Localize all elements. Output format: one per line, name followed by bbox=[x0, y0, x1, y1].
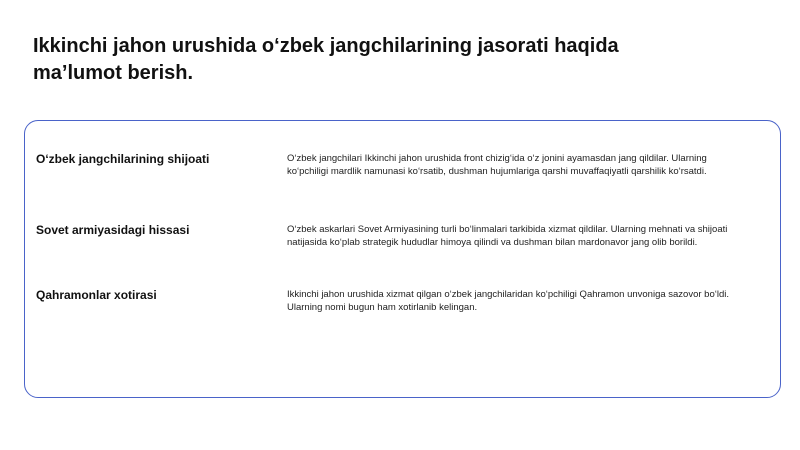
slide-title: Ikkinchi jahon urushida o‘zbek jangchilarining jasorati haqida ma’lumot berish. bbox=[33, 35, 619, 84]
row-text: O‘zbek jangchilari Ikkinchi jahon urushida front chizig‘ida o‘z jonini ayamasdan jang qildilar. Ularning ko‘pchiligi mardlik namunasi ko‘rsatib, dushman hujumlariga qarshi muvaffaqiyatli qarshilik ko‘rsatdi. bbox=[287, 153, 707, 177]
row-text: O‘zbek askarlari Sovet Armiyasining turli bo‘linmalari tarkibida xizmat qildilar. Ularning mehnati va shijoati natijasida ko‘plab strategik hududlar himoya qilindi va dushman bilan mardonavor jang olib borildi. bbox=[287, 224, 728, 248]
row-text: Ikkinchi jahon urushida xizmat qilgan o‘zbek jangchilaridan ko‘pchiligi Qahramon unvoniga sazovor bo‘ldi. Ularning nomi bugun ham xotirlanib kelingan. bbox=[287, 289, 730, 313]
row-heading: O‘zbek jangchilarining shijoati bbox=[36, 152, 210, 166]
content-box bbox=[24, 120, 781, 398]
row-heading: Qahramonlar xotirasi bbox=[36, 288, 157, 302]
row-heading: Sovet armiyasidagi hissasi bbox=[36, 223, 190, 237]
